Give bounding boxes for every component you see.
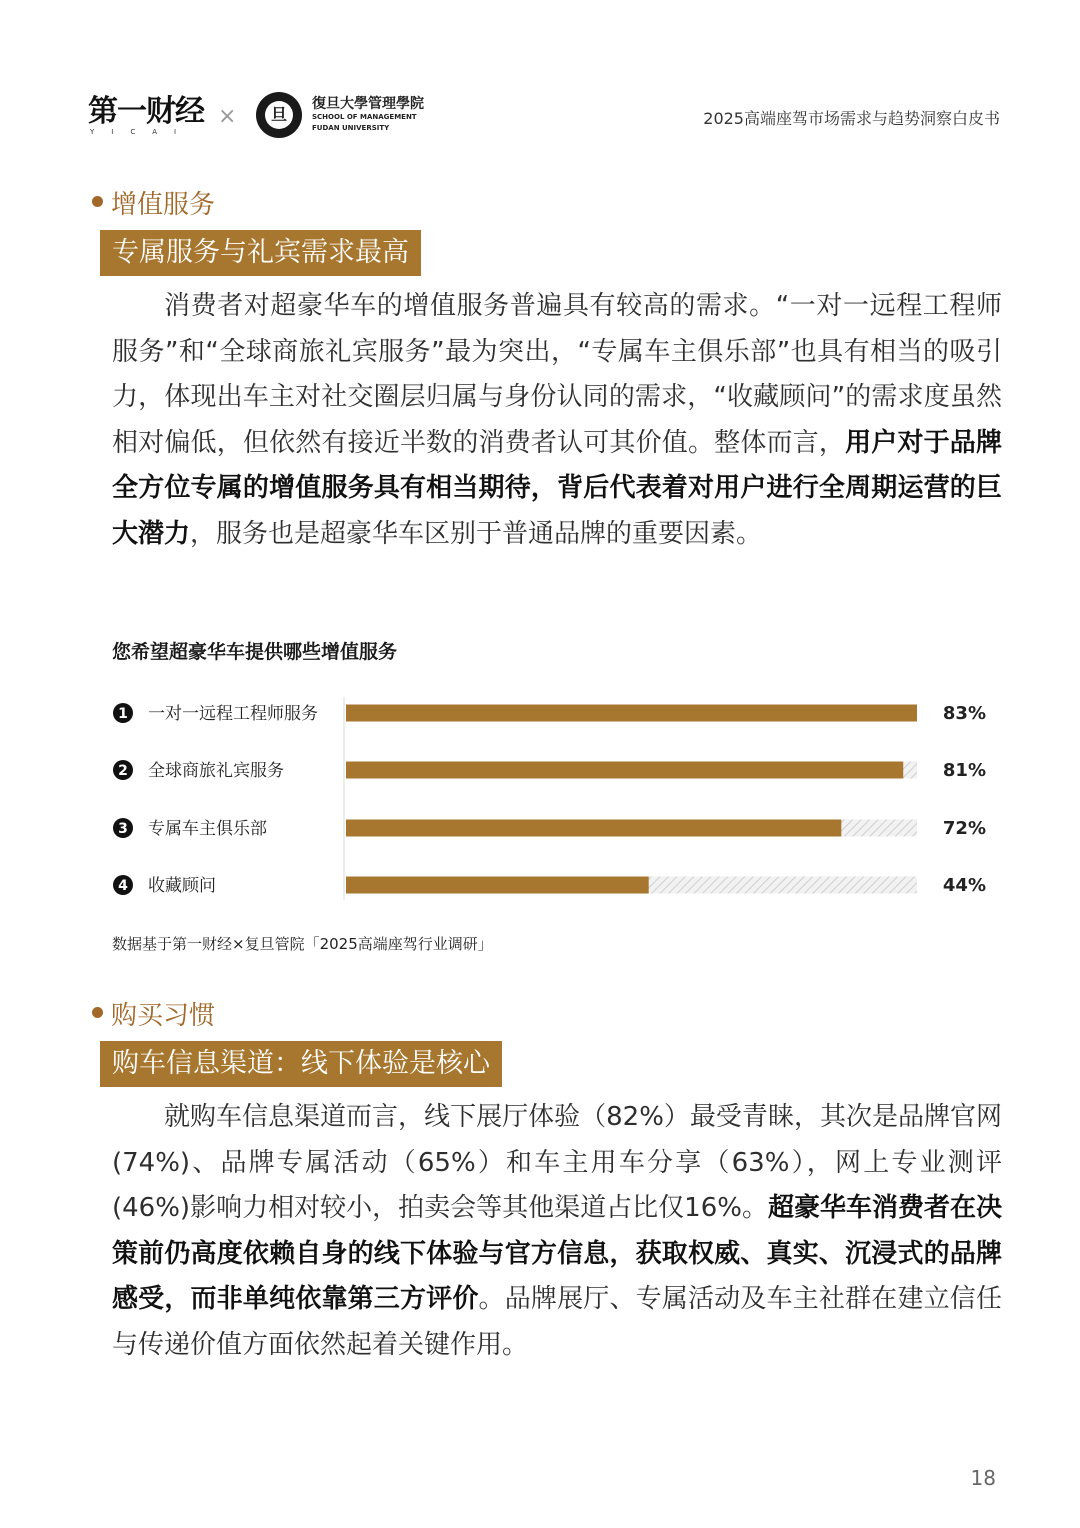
section-heading-text: 购买习惯 [111, 1001, 216, 1031]
bar-value [346, 762, 903, 779]
section-banner: 购车信息渠道：线下体验是核心 [100, 1041, 502, 1087]
fudan-logo-en2: FUDAN UNIVERSITY [312, 124, 390, 132]
bullet-dot-icon [92, 1007, 103, 1018]
section-banner: 专属服务与礼宾需求最高 [100, 230, 421, 276]
yicai-logo-cn: 第一财经 [88, 94, 204, 129]
section-heading-buying-habits [92, 995, 215, 1032]
bar-value [346, 705, 917, 722]
bar-value [346, 820, 841, 837]
rank-number: 4 [118, 878, 128, 894]
paragraph-text: 消费者对超豪华车的增值服务普遍具有较高的需求。“一对一远程工程师服务”和“全球商旅礼宾服务”最为突出，“专属车主俱乐部”也具有相当的吸引力，体现出车主对社交圈层归属与身份认同的需求，“收藏顾问”的需求度虽然相对偏低，但依然有接近半数的消费者认可其价值。整体而言， [112, 291, 1002, 458]
logo-separator: × [218, 104, 237, 129]
bar-value-label: 81% [942, 760, 986, 781]
paragraph-bold-text: 超豪华车消费者在决策前仍高度依赖自身的线下体验与官方信息，获取权威、真实、沉浸式的品牌感受，而非单纯依靠第三方评价 [112, 1193, 1002, 1314]
bar-category-label: 全球商旅礼宾服务 [148, 761, 284, 781]
rank-number: 2 [118, 763, 128, 779]
yicai-logo-en: YICAI [90, 128, 194, 136]
rank-number: 3 [118, 821, 128, 837]
paragraph-bold-text: 用户对于品牌全方位专属的增值服务具有相当期待，背后代表着对用户进行全周期运营的巨大潜力 [112, 427, 1002, 549]
body-paragraph [112, 1095, 1002, 1368]
bar-category-label: 专属车主俱乐部 [148, 819, 267, 839]
paragraph-text: 就购车信息渠道而言，线下展厅体验（82%）最受青睐，其次是品牌官网(74%)、品牌专属活动（65%）和车主用车分享（63%），网上专业测评(46%)影响力相对较小，拍卖会等其他渠道占比仅16%。 [112, 1102, 1002, 1223]
page-number: 18 [970, 1466, 996, 1490]
data-source-note: 数据基于第一财经×复旦管院「2025高端座驾行业调研」 [112, 935, 493, 953]
bar-value-label: 72% [942, 818, 986, 839]
paragraph-text: 。品牌展厅、专属活动及车主社群在建立信任与传递价值方面依然起着关键作用。 [112, 1284, 1002, 1360]
fudan-logo-cn: 復旦大學管理學院 [312, 96, 424, 112]
fudan-seal-glyph: 旦 [265, 101, 293, 129]
bar-value [346, 877, 649, 894]
bar-category-label: 收藏顾问 [148, 876, 216, 896]
section-heading-text: 增值服务 [111, 190, 216, 220]
bar-value-label: 83% [942, 703, 986, 724]
chart-title: 您希望超豪华车提供哪些增值服务 [112, 641, 398, 663]
document-title: 2025高端座驾市场需求与趋势洞察白皮书 [703, 109, 1000, 128]
rank-number: 1 [118, 706, 128, 722]
bar-category-label: 一对一远程工程师服务 [148, 704, 318, 724]
bar-value-label: 44% [942, 875, 986, 896]
paragraph-text: ，服务也是超豪华车区别于普通品牌的重要因素。 [190, 518, 763, 549]
fudan-logo-en1: SCHOOL OF MANAGEMENT [312, 113, 417, 121]
